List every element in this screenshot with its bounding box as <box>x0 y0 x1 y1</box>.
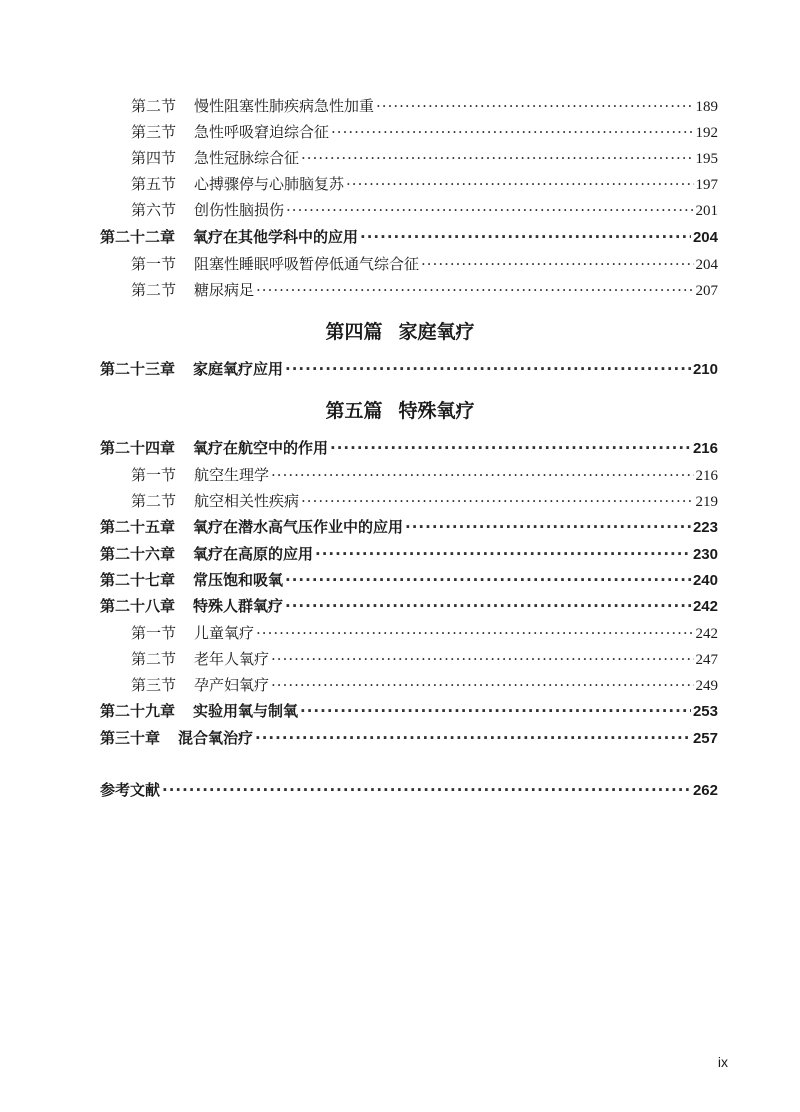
entry-label: 第二节 慢性阻塞性肺疾病急性加重 <box>131 97 375 115</box>
entry-label: 第二十八章 特殊人群氧疗 <box>100 597 284 615</box>
entry-page-number: 249 <box>695 678 718 694</box>
page-footer-number: ix <box>717 1054 728 1070</box>
toc-chapter-entry[interactable] <box>100 544 718 565</box>
entry-page-number: 219 <box>695 494 718 510</box>
entry-label: 第二节 糖尿病足 <box>131 281 255 299</box>
leader-dots <box>346 174 693 194</box>
entry-label: 第二十七章 常压饱和吸氧 <box>100 571 284 589</box>
leader-dots <box>315 544 691 564</box>
toc-section-entry[interactable] <box>131 491 718 512</box>
leader-dots <box>162 780 691 800</box>
toc-chapter-entry[interactable] <box>100 701 718 722</box>
toc-section-entry[interactable] <box>131 200 718 221</box>
entry-page-number: 204 <box>695 257 718 273</box>
leader-dots <box>271 465 693 485</box>
toc-section-entry[interactable] <box>131 122 718 143</box>
entry-label: 第三节 孕产妇氧疗 <box>131 676 270 694</box>
entry-label: 第五节 心搏骤停与心肺脑复苏 <box>131 175 345 193</box>
entry-label: 第二节 航空相关性疾病 <box>131 492 300 510</box>
entry-label: 第三十章 混合氧治疗 <box>100 729 254 747</box>
toc-chapter-entry[interactable] <box>100 438 718 459</box>
toc-section-entry[interactable] <box>131 675 718 696</box>
toc-references-entry[interactable] <box>100 780 718 801</box>
leader-dots <box>376 96 693 116</box>
toc-section-entry[interactable] <box>131 174 718 195</box>
entry-label: 第二十五章 氧疗在潜水高气压作业中的应用 <box>100 518 404 536</box>
entry-page-number: 257 <box>692 730 718 747</box>
entry-label: 参考文献 <box>100 781 161 799</box>
entry-page-number: 210 <box>692 361 718 378</box>
entry-label: 第六节 创伤性脑损伤 <box>131 201 285 219</box>
toc-section-entry[interactable] <box>131 465 718 486</box>
toc-chapter-entry[interactable] <box>100 517 718 538</box>
entry-label: 第二十九章 实验用氧与制氧 <box>100 702 299 720</box>
leader-dots <box>271 649 693 669</box>
entry-label: 第四节 急性冠脉综合征 <box>131 149 300 167</box>
entry-page-number: 216 <box>692 440 718 457</box>
entry-page-number: 262 <box>692 782 718 799</box>
entry-page-number: 201 <box>695 203 718 219</box>
toc-section-entry[interactable] <box>131 280 718 301</box>
entry-page-number: 253 <box>692 703 718 720</box>
entry-page-number: 216 <box>695 468 718 484</box>
entry-page-number: 223 <box>692 519 718 536</box>
entry-page-number: 204 <box>692 229 718 246</box>
entry-label: 第一节 阻塞性睡眠呼吸暂停低通气综合征 <box>131 255 420 273</box>
leader-dots <box>285 570 691 590</box>
toc-section-entry[interactable] <box>131 254 718 275</box>
leader-dots <box>421 254 693 274</box>
entry-label: 第一节 儿童氧疗 <box>131 624 255 642</box>
toc-chapter-entry[interactable] <box>100 596 718 617</box>
entry-page-number: 192 <box>695 125 718 141</box>
entry-label: 第二十四章 氧疗在航空中的作用 <box>100 439 329 457</box>
toc-chapter-entry[interactable] <box>100 728 718 749</box>
entry-page-number: 242 <box>692 598 718 615</box>
leader-dots <box>285 596 691 616</box>
part-heading: 第四篇 家庭氧疗 <box>325 321 475 343</box>
entry-label: 第二十六章 氧疗在高原的应用 <box>100 545 314 563</box>
toc-chapter-entry[interactable] <box>100 570 718 591</box>
toc-section-entry[interactable] <box>131 649 718 670</box>
leader-dots <box>300 701 691 721</box>
entry-label: 第二十三章 家庭氧疗应用 <box>100 360 284 378</box>
entry-label: 第三节 急性呼吸窘迫综合征 <box>131 123 330 141</box>
leader-dots <box>286 200 693 220</box>
leader-dots <box>405 517 691 537</box>
part-heading: 第五篇 特殊氧疗 <box>325 400 475 422</box>
entry-page-number: 240 <box>692 572 718 589</box>
toc-section-entry[interactable] <box>131 148 718 169</box>
entry-page-number: 197 <box>695 177 718 193</box>
leader-dots <box>301 148 693 168</box>
entry-label: 第二节 老年人氧疗 <box>131 650 270 668</box>
entry-label: 第一节 航空生理学 <box>131 466 270 484</box>
entry-page-number: 207 <box>695 283 718 299</box>
entry-page-number: 189 <box>695 99 718 115</box>
entry-label: 第二十二章 氧疗在其他学科中的应用 <box>100 228 359 246</box>
leader-dots <box>255 728 691 748</box>
entry-page-number: 230 <box>692 546 718 563</box>
leader-dots <box>256 623 693 643</box>
entry-page-number: 247 <box>695 652 718 668</box>
toc-section-entry[interactable] <box>131 96 718 117</box>
leader-dots <box>271 675 693 695</box>
leader-dots <box>330 438 691 458</box>
leader-dots <box>301 491 693 511</box>
toc-chapter-entry[interactable] <box>100 227 718 248</box>
leader-dots <box>256 280 693 300</box>
entry-page-number: 242 <box>695 626 718 642</box>
toc-section-entry[interactable] <box>131 623 718 644</box>
leader-dots <box>360 227 691 247</box>
toc-chapter-entry[interactable] <box>100 359 718 380</box>
entry-page-number: 195 <box>695 151 718 167</box>
leader-dots <box>285 359 691 379</box>
leader-dots <box>331 122 693 142</box>
